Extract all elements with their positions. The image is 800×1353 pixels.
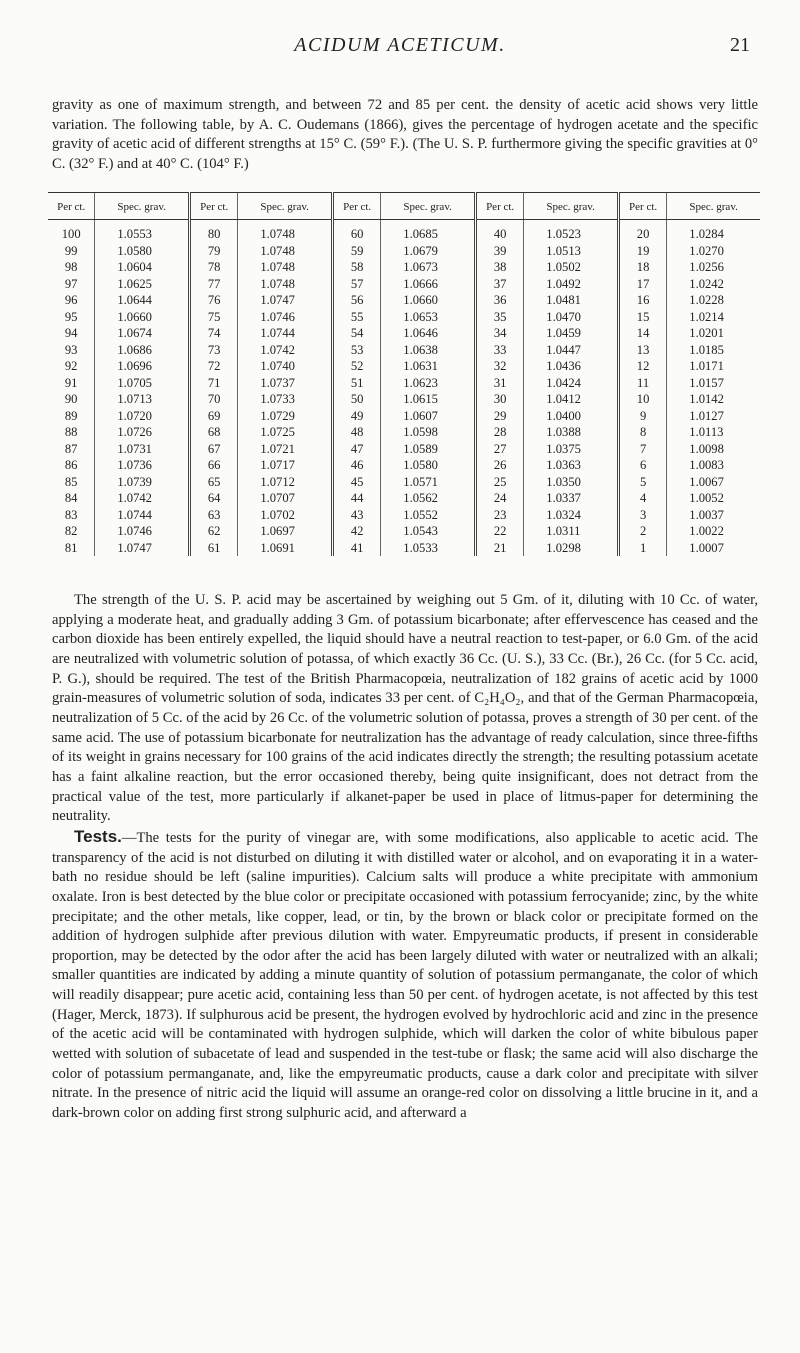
- per-cent-cell: 61: [189, 540, 237, 557]
- per-cent-cell: 58: [332, 259, 380, 276]
- table-body: [48, 220, 760, 557]
- per-cent-cell: 23: [475, 507, 523, 524]
- per-cent-cell: 57: [332, 276, 380, 293]
- per-cent-cell: 60: [332, 220, 380, 243]
- spec-grav-cell: 1.0562: [381, 490, 476, 507]
- spec-grav-cell: 1.0553: [95, 220, 190, 243]
- per-cent-cell: 97: [64, 276, 78, 291]
- table-row: [48, 325, 760, 342]
- per-cent-cell: 1: [618, 540, 666, 557]
- per-cent-cell: 4: [618, 490, 666, 507]
- spec-grav-cell: 1.0721: [238, 441, 333, 458]
- per-cent-cell: 6: [618, 457, 666, 474]
- tests-heading: Tests.: [74, 826, 122, 846]
- table-header-row: [48, 193, 760, 220]
- per-cent-cell: 72: [189, 358, 237, 375]
- spec-grav-cell: 1.0696: [95, 358, 190, 375]
- spec-grav-cell: 1.0720: [95, 408, 190, 425]
- spec-grav-cell: 1.0744: [238, 325, 333, 342]
- per-cent-cell: 79: [189, 243, 237, 260]
- per-cent-cell: 46: [332, 457, 380, 474]
- table-row: [48, 490, 760, 507]
- spec-grav-cell: 1.0733: [238, 391, 333, 408]
- specific-gravity-table: [48, 192, 760, 556]
- page-number: 21: [730, 34, 750, 56]
- spec-grav-cell: 1.0707: [238, 490, 333, 507]
- per-cent-cell: 5: [618, 474, 666, 491]
- per-cent-cell: 63: [189, 507, 237, 524]
- per-cent-cell: 26: [475, 457, 523, 474]
- per-cent-cell: 30: [475, 391, 523, 408]
- table-row: [48, 424, 760, 441]
- spec-grav-cell: 1.0470: [524, 309, 619, 326]
- spec-grav-cell: 1.0350: [524, 474, 619, 491]
- spec-grav-cell: 1.0424: [524, 375, 619, 392]
- spec-grav-cell: 1.0270: [667, 243, 760, 260]
- spec-grav-cell: 1.0533: [381, 540, 476, 557]
- per-cent-cell: 12: [618, 358, 666, 375]
- per-cent-cell: 56: [332, 292, 380, 309]
- spec-grav-cell: 1.0674: [95, 325, 190, 342]
- paragraph-tests: [52, 827, 758, 1124]
- spec-grav-cell: 1.0400: [524, 408, 619, 425]
- spec-grav-cell: 1.0604: [95, 259, 190, 276]
- running-title: ACIDUM ACETICUM.: [294, 34, 506, 56]
- spec-grav-cell: 1.0363: [524, 457, 619, 474]
- per-cent-cell: 55: [332, 309, 380, 326]
- spec-grav-cell: 1.0747: [238, 292, 333, 309]
- table-row: [48, 408, 760, 425]
- per-cent-cell: 53: [332, 342, 380, 359]
- per-cent-cell: 39: [475, 243, 523, 260]
- spec-grav-cell: 1.0447: [524, 342, 619, 359]
- paragraph-strength: The strength of the U. S. P. acid may be ascertained by weighing out 5 Gm. of it, diluting with 10 Cc. of water, applying a moderate heat, and gradually adding 3 Gm. of potassium bicarbonate; after effervescence has ceased and the carbon dioxide has been entirely expelled, the liquid should have a neutral reaction to test-paper, or 6.0 Gm. of the acid are neutralized with volumetric solution of potassa, of which exactly 36 Cc. (U. S.), 33 Cc. (Br.), 26 Cc. (for 5 Cc. acid, P. G.), should be required. The test of the British Pharmacopœia, neutralization of 182 grains of acetic acid by 1000 grain-measures of volumetric solution of soda, indicates 33 per cent. of C₂H₄O₂, and that of the German Pharmacopœia, neutralization of 5 Cc. of the acid by 26 Cc. of the volumetric solution of potassa, proves a strength of 30 per cent. of the same acid. The use of potassium bicarbonate for neutralization has the advantage of ready calculation, since three-fifths of its weight in grains necessary for 100 grains of the acid indicates directly the strength; the resulting potassium acetate has a faint alkaline reaction, but the error occasioned thereby, being quite insignificant, does not detract from the practical value of the test, more particularly if alkanet-paper be used in place of litmus-paper for determining the neutrality.: [52, 592, 758, 825]
- spec-grav-cell: 1.0739: [95, 474, 190, 491]
- per-cent-cell: 20: [618, 220, 666, 243]
- spec-grav-cell: 1.0502: [524, 259, 619, 276]
- per-cent-cell: 2: [618, 523, 666, 540]
- column-header-per-cent: Per ct.: [332, 193, 380, 220]
- per-cent-cell: 51: [332, 375, 380, 392]
- spec-grav-cell: 1.0685: [381, 220, 476, 243]
- per-cent-cell: 85: [64, 474, 78, 489]
- spec-grav-cell: 1.0311: [524, 523, 619, 540]
- per-cent-cell: 49: [332, 408, 380, 425]
- per-cent-cell: 7: [618, 441, 666, 458]
- spec-grav-cell: 1.0298: [524, 540, 619, 557]
- per-cent-cell: 100: [61, 227, 81, 241]
- per-cent-cell: 21: [475, 540, 523, 557]
- spec-grav-cell: 1.0740: [238, 358, 333, 375]
- spec-grav-cell: 1.0481: [524, 292, 619, 309]
- per-cent-cell: 36: [475, 292, 523, 309]
- spec-grav-cell: 1.0171: [667, 358, 760, 375]
- per-cent-cell: 98: [64, 260, 78, 274]
- per-cent-cell: 70: [189, 391, 237, 408]
- spec-grav-cell: 1.0543: [381, 523, 476, 540]
- spec-grav-cell: 1.0067: [667, 474, 760, 491]
- table-row: [48, 292, 760, 309]
- per-cent-cell: 71: [189, 375, 237, 392]
- spec-grav-cell: 1.0201: [667, 325, 760, 342]
- table-row: [48, 457, 760, 474]
- spec-grav-cell: 1.0324: [524, 507, 619, 524]
- spec-grav-cell: 1.0713: [95, 391, 190, 408]
- per-cent-cell: 67: [189, 441, 237, 458]
- table-row: [48, 523, 760, 540]
- per-cent-cell: 44: [332, 490, 380, 507]
- per-cent-cell: 59: [332, 243, 380, 260]
- table-row: [48, 507, 760, 524]
- spec-grav-cell: 1.0083: [667, 457, 760, 474]
- per-cent-cell: 27: [475, 441, 523, 458]
- spec-grav-cell: 1.0142: [667, 391, 760, 408]
- per-cent-cell: 83: [64, 507, 78, 522]
- spec-grav-cell: 1.0673: [381, 259, 476, 276]
- table-row: [48, 391, 760, 408]
- spec-grav-cell: 1.0113: [667, 424, 760, 441]
- per-cent-cell: 52: [332, 358, 380, 375]
- spec-grav-cell: 1.0214: [667, 309, 760, 326]
- per-cent-cell: 88: [64, 425, 78, 439]
- per-cent-cell: 3: [618, 507, 666, 524]
- spec-grav-cell: 1.0748: [238, 243, 333, 260]
- spec-grav-cell: 1.0717: [238, 457, 333, 474]
- spec-grav-cell: 1.0686: [95, 342, 190, 359]
- spec-grav-cell: 1.0157: [667, 375, 760, 392]
- column-header-spec-grav: Spec. grav.: [381, 193, 476, 220]
- per-cent-cell: 50: [332, 391, 380, 408]
- spec-grav-cell: 1.0598: [381, 424, 476, 441]
- per-cent-cell: 86: [64, 458, 78, 472]
- spec-grav-cell: 1.0691: [238, 540, 333, 557]
- spec-grav-cell: 1.0646: [381, 325, 476, 342]
- table-row: [48, 358, 760, 375]
- spec-grav-cell: 1.0242: [667, 276, 760, 293]
- spec-grav-cell: 1.0625: [95, 276, 190, 293]
- spec-grav-cell: 1.0098: [667, 441, 760, 458]
- spec-grav-cell: 1.0748: [238, 259, 333, 276]
- per-cent-cell: 93: [64, 342, 78, 357]
- spec-grav-cell: 1.0256: [667, 259, 760, 276]
- column-header-per-cent: Per ct.: [48, 193, 95, 220]
- spec-grav-cell: 1.0037: [667, 507, 760, 524]
- per-cent-cell: 32: [475, 358, 523, 375]
- per-cent-cell: 47: [332, 441, 380, 458]
- running-head: [0, 34, 800, 64]
- per-cent-cell: 96: [64, 293, 78, 307]
- per-cent-cell: 90: [64, 392, 78, 406]
- spec-grav-cell: 1.0744: [95, 507, 190, 524]
- spec-grav-cell: 1.0725: [238, 424, 333, 441]
- spec-grav-cell: 1.0697: [238, 523, 333, 540]
- per-cent-cell: 80: [189, 220, 237, 243]
- intro-paragraph: gravity as one of maximum strength, and between 72 and 85 per cent. the density of acetic acid shows very little variation. The following table, by A. C. Oudemans (1866), gives the percentage of hydrogen acetate and the specific gravity of acetic acid of different strengths at 15° C. (59° F.). (The U. S. P. furthermore giving the specific gravities at 0° C. (32° F.) and at 40° C. (104° F.): [52, 97, 758, 172]
- column-header-spec-grav: Spec. grav.: [95, 193, 190, 220]
- spec-grav-cell: 1.0736: [95, 457, 190, 474]
- table-row: [48, 375, 760, 392]
- spec-grav-cell: 1.0552: [381, 507, 476, 524]
- per-cent-cell: 34: [475, 325, 523, 342]
- table-row: [48, 243, 760, 260]
- per-cent-cell: 64: [189, 490, 237, 507]
- table-row: [48, 441, 760, 458]
- spec-grav-cell: 1.0746: [95, 523, 190, 540]
- per-cent-cell: 99: [64, 243, 78, 258]
- per-cent-cell: 73: [189, 342, 237, 359]
- per-cent-cell: 78: [189, 259, 237, 276]
- spec-grav-cell: 1.0726: [95, 424, 190, 441]
- table-row: [48, 342, 760, 359]
- table-row: [48, 474, 760, 491]
- spec-grav-cell: 1.0653: [381, 309, 476, 326]
- per-cent-cell: 82: [64, 524, 78, 538]
- spec-grav-cell: 1.0747: [95, 540, 190, 557]
- spec-grav-cell: 1.0052: [667, 490, 760, 507]
- per-cent-cell: 19: [618, 243, 666, 260]
- per-cent-cell: 66: [189, 457, 237, 474]
- spec-grav-cell: 1.0660: [95, 309, 190, 326]
- spec-grav-cell: 1.0748: [238, 276, 333, 293]
- spec-grav-cell: 1.0712: [238, 474, 333, 491]
- per-cent-cell: 41: [332, 540, 380, 557]
- per-cent-cell: 77: [189, 276, 237, 293]
- per-cent-cell: 28: [475, 424, 523, 441]
- spec-grav-cell: 1.0638: [381, 342, 476, 359]
- per-cent-cell: 62: [189, 523, 237, 540]
- per-cent-cell: 68: [189, 424, 237, 441]
- per-cent-cell: 75: [189, 309, 237, 326]
- column-header-spec-grav: Spec. grav.: [667, 193, 760, 220]
- spec-grav-cell: 1.0742: [238, 342, 333, 359]
- per-cent-cell: 95: [64, 309, 78, 324]
- body-text: [52, 591, 758, 1124]
- spec-grav-cell: 1.0412: [524, 391, 619, 408]
- per-cent-cell: 18: [618, 259, 666, 276]
- spec-grav-cell: 1.0127: [667, 408, 760, 425]
- spec-grav-cell: 1.0679: [381, 243, 476, 260]
- per-cent-cell: 54: [332, 325, 380, 342]
- column-header-per-cent: Per ct.: [189, 193, 237, 220]
- tests-text: —The tests for the purity of vinegar are, with some modifications, also applicable to acetic acid. The transparency of the acid is not disturbed on diluting it with distilled water or alcohol, and on evaporating it in a water-bath no residue should be left (saline impurities). Calcium salts will produce a white precipitate with ammonium oxalate. Iron is best detected by the blue color or precipitate occasioned with potassium ferrocyanide; zinc, by the white precipitate; and the other metals, like copper, lead, or tin, by the brown or black color or precipitate formed on the addition of hydrogen sulphide after previous dilution with water. Empyreumatic products, if present in considerable proportion, may be detected by the odor after the acid has been largely diluted with water or neutralized with an alkali; smaller quantities are indicated by adding a minute quantity of solution of potassium permanganate, the color of which will readily disappear; pure acetic acid, containing less than 50 per cent. of hydrogen acetate, is not affected by this test (Hager, Merck, 1873). If sulphurous acid be present, the hydrogen evolved by hydrochloric acid and zinc in the presence of the acetic acid will be contaminated with hydrogen sulphide, which will darken the color of white bibulous paper wetted with solution of subacetate of lead and suspended in the test-tube or flask; the same acid will also discharge the color of potassium permanganate, and, like the empyreumatic products, cause a dark color and precipitate with silver nitrate. In the presence of nitric acid the liquid will assume an orange-red color on dissolving a little brucine in it, and a dark-brown color on adding first strong sulphuric acid, and afterward a: [52, 829, 758, 1122]
- per-cent-cell: 16: [618, 292, 666, 309]
- spec-grav-cell: 1.0742: [95, 490, 190, 507]
- spec-grav-cell: 1.0007: [667, 540, 760, 557]
- per-cent-cell: 38: [475, 259, 523, 276]
- per-cent-cell: 40: [475, 220, 523, 243]
- spec-grav-cell: 1.0623: [381, 375, 476, 392]
- per-cent-cell: 65: [189, 474, 237, 491]
- spec-grav-cell: 1.0644: [95, 292, 190, 309]
- spec-grav-cell: 1.0729: [238, 408, 333, 425]
- per-cent-cell: 94: [64, 326, 78, 340]
- spec-grav-cell: 1.0748: [238, 220, 333, 243]
- spec-grav-cell: 1.0185: [667, 342, 760, 359]
- spec-grav-cell: 1.0337: [524, 490, 619, 507]
- per-cent-cell: 42: [332, 523, 380, 540]
- per-cent-cell: 14: [618, 325, 666, 342]
- spec-grav-cell: 1.0631: [381, 358, 476, 375]
- per-cent-cell: 87: [64, 441, 78, 456]
- per-cent-cell: 69: [189, 408, 237, 425]
- table-row: [48, 309, 760, 326]
- spec-grav-cell: 1.0737: [238, 375, 333, 392]
- column-header-spec-grav: Spec. grav.: [524, 193, 619, 220]
- spec-grav-cell: 1.0571: [381, 474, 476, 491]
- per-cent-cell: 35: [475, 309, 523, 326]
- spec-grav-cell: 1.0523: [524, 220, 619, 243]
- per-cent-cell: 48: [332, 424, 380, 441]
- column-header-spec-grav: Spec. grav.: [238, 193, 333, 220]
- per-cent-cell: 92: [64, 359, 78, 373]
- spec-grav-cell: 1.0731: [95, 441, 190, 458]
- table-row: [48, 276, 760, 293]
- spec-grav-cell: 1.0589: [381, 441, 476, 458]
- spec-grav-cell: 1.0436: [524, 358, 619, 375]
- per-cent-cell: 31: [475, 375, 523, 392]
- spec-grav-cell: 1.0660: [381, 292, 476, 309]
- spec-grav-cell: 1.0228: [667, 292, 760, 309]
- spec-grav-cell: 1.0513: [524, 243, 619, 260]
- per-cent-cell: 11: [618, 375, 666, 392]
- spec-grav-cell: 1.0459: [524, 325, 619, 342]
- spec-grav-cell: 1.0666: [381, 276, 476, 293]
- per-cent-cell: 22: [475, 523, 523, 540]
- per-cent-cell: 37: [475, 276, 523, 293]
- per-cent-cell: 17: [618, 276, 666, 293]
- spec-grav-cell: 1.0615: [381, 391, 476, 408]
- column-header-per-cent: Per ct.: [618, 193, 666, 220]
- spec-grav-cell: 1.0702: [238, 507, 333, 524]
- per-cent-cell: 33: [475, 342, 523, 359]
- per-cent-cell: 9: [618, 408, 666, 425]
- spec-grav-cell: 1.0375: [524, 441, 619, 458]
- per-cent-cell: 13: [618, 342, 666, 359]
- per-cent-cell: 25: [475, 474, 523, 491]
- spec-grav-cell: 1.0580: [95, 243, 190, 260]
- per-cent-cell: 91: [64, 375, 78, 390]
- table-row: [48, 220, 760, 243]
- per-cent-cell: 15: [618, 309, 666, 326]
- per-cent-cell: 24: [475, 490, 523, 507]
- spec-grav-cell: 1.0746: [238, 309, 333, 326]
- per-cent-cell: 89: [64, 408, 78, 423]
- per-cent-cell: 74: [189, 325, 237, 342]
- spec-grav-cell: 1.0388: [524, 424, 619, 441]
- table-row: [48, 259, 760, 276]
- table-row: [48, 540, 760, 557]
- spec-grav-cell: 1.0492: [524, 276, 619, 293]
- per-cent-cell: 43: [332, 507, 380, 524]
- per-cent-cell: 81: [64, 540, 78, 555]
- per-cent-cell: 8: [618, 424, 666, 441]
- spec-grav-cell: 1.0607: [381, 408, 476, 425]
- spec-grav-cell: 1.0580: [381, 457, 476, 474]
- spec-grav-cell: 1.0705: [95, 375, 190, 392]
- spec-grav-cell: 1.0022: [667, 523, 760, 540]
- column-header-per-cent: Per ct.: [475, 193, 523, 220]
- per-cent-cell: 84: [64, 491, 78, 505]
- per-cent-cell: 29: [475, 408, 523, 425]
- per-cent-cell: 10: [618, 391, 666, 408]
- spec-grav-cell: 1.0284: [667, 220, 760, 243]
- per-cent-cell: 76: [189, 292, 237, 309]
- per-cent-cell: 45: [332, 474, 380, 491]
